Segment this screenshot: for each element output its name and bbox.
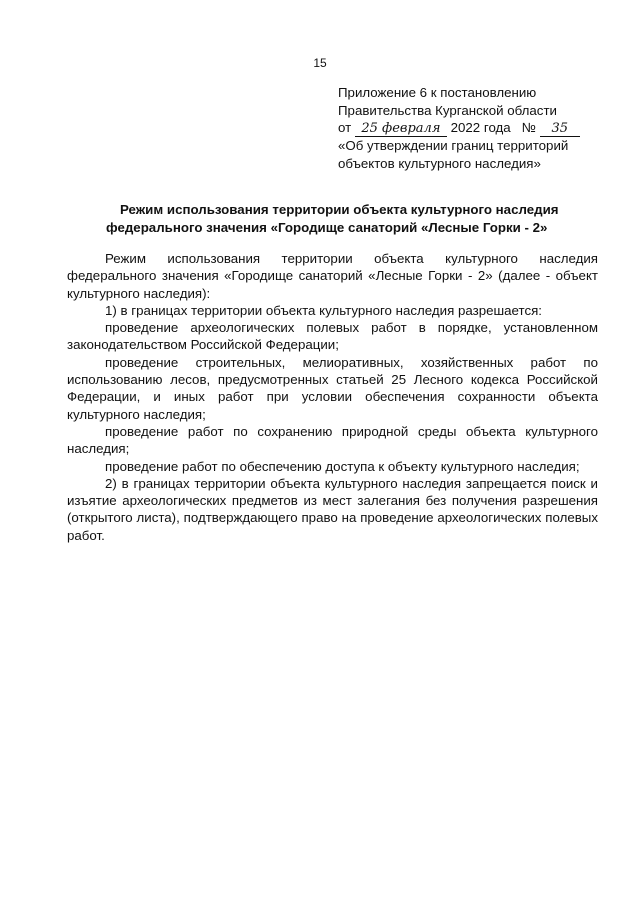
appendix-line-4: «Об утверждении границ территорий [338,138,569,153]
paragraph-access: проведение работ по обеспечению доступа к объекту культурного наследия; [105,458,580,474]
paragraph-nature-preservation: проведение работ по сохранению природной среды объекта культурного наследия; [67,423,598,457]
paragraph-construction: проведение строительных, мелиоративных, хозяйственных работ по использованию лесов, предусмотренных статьей 25 Лесного кодекса Российской Федерации, и иных работ при условии обеспечения сохранности объекта культурного наследия; [67,354,598,422]
appendix-line-2: Правительства Курганской области [338,102,557,118]
paragraph-allowed-heading: 1) в границах территории объекта культурного наследия разрешается: [105,302,542,318]
appendix-year: 2022 года [450,120,511,135]
appendix-line-5: объектов культурного наследия» [338,155,541,171]
title-line-2: федерального значения «Городище санаторий «Лесные Горки - 2» [106,219,548,235]
paragraph-intro: Режим использования территории объекта культурного наследия федерального значения «Городище санаторий «Лесные Горки - 2» (далее - объект культурного наследия): [67,251,598,301]
title-line-1: Режим использования территории объекта культурного наследия [120,202,559,217]
handwritten-number: 35 [540,122,580,137]
appendix-date-line [338,119,598,137]
document-body [67,250,598,544]
appendix-from-label: от [338,120,352,135]
appendix-header [338,84,598,172]
page-number: 15 [313,56,327,70]
appendix-number-label: № [521,120,537,135]
paragraph-prohibited: 2) в границах территории объекта культурного наследия запрещается поиск и изъятие археологических предметов из мест залегания без получения разрешения (открытого листа), подтверждающего право на проведение археологических полевых работ. [67,475,598,543]
appendix-line-1: Приложение 6 к постановлению [338,85,537,100]
handwritten-date: 25 февраля [355,122,447,137]
paragraph-archaeology: проведение археологических полевых работ в порядке, установленном законодательством Российской Федерации; [67,320,598,353]
document-title [60,201,600,236]
